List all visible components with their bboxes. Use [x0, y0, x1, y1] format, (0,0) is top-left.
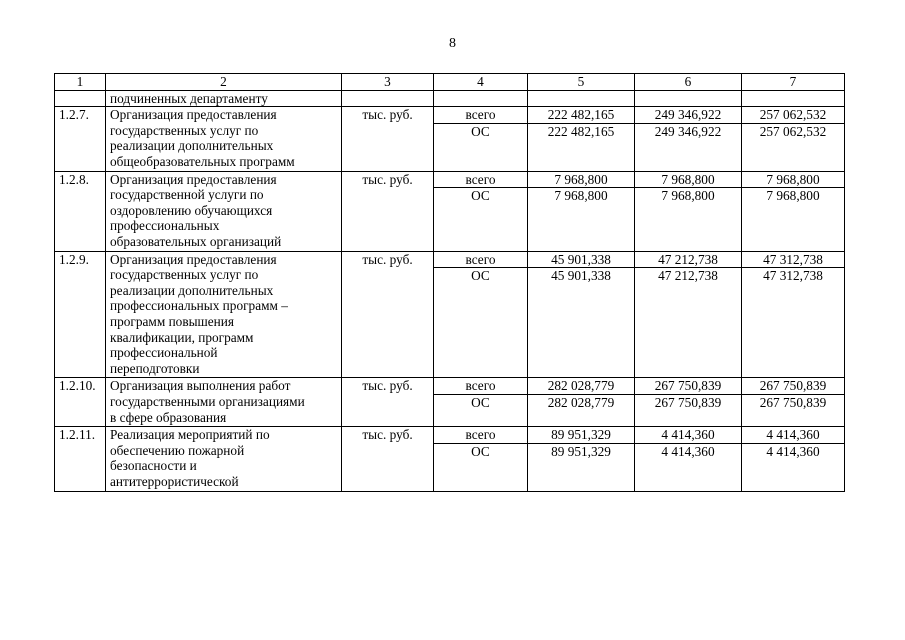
row-code: 1.2.9. — [55, 251, 106, 378]
subrow-label: всего — [434, 378, 528, 395]
subrow-label: ОС — [434, 123, 528, 171]
row-name-line: квалификации, программ — [110, 329, 254, 345]
continuation-row — [55, 90, 845, 107]
value-col6: 267 750,839 — [635, 378, 742, 395]
value-col7: 47 312,738 — [742, 268, 845, 378]
value-col6: 267 750,839 — [635, 394, 742, 426]
table-body — [55, 74, 845, 492]
row-unit: тыс. руб. — [342, 427, 434, 491]
unit-cell — [342, 90, 434, 107]
value-col5: 222 482,165 — [528, 107, 635, 124]
subrow-label: ОС — [434, 268, 528, 378]
value-col5: 282 028,779 — [528, 378, 635, 395]
table-row — [55, 378, 845, 395]
header-cell: 5 — [528, 74, 635, 91]
value-col7: 4 414,360 — [742, 427, 845, 444]
value-col5: 7 968,800 — [528, 171, 635, 188]
header-cell: 2 — [106, 74, 342, 91]
row-code: 1.2.10. — [55, 378, 106, 427]
row-unit: тыс. руб. — [342, 378, 434, 427]
row-name-line: оздоровлению обучающихся — [110, 202, 273, 218]
row-name-line: общеобразовательных программ — [110, 153, 295, 169]
value-col6: 249 346,922 — [635, 123, 742, 171]
value-col5: 45 901,338 — [528, 251, 635, 268]
header-cell: 7 — [742, 74, 845, 91]
row-name-line: реализации дополнительных — [110, 138, 274, 154]
row-name — [106, 251, 342, 378]
value-col7: 7 968,800 — [742, 171, 845, 188]
value-cell — [635, 90, 742, 107]
table-row — [55, 427, 845, 444]
value-col5: 89 951,329 — [528, 427, 635, 444]
row-name-line: реализации дополнительных — [110, 282, 274, 298]
row-name — [106, 427, 342, 491]
row-name-line: антитеррористической — [110, 473, 239, 489]
row-name — [106, 107, 342, 171]
value-col5: 282 028,779 — [528, 394, 635, 426]
header-cell: 1 — [55, 74, 106, 91]
value-col5: 7 968,800 — [528, 188, 635, 251]
subrow-label: всего — [434, 107, 528, 124]
code-cell — [55, 90, 106, 107]
row-name-line: профессиональной — [110, 345, 218, 361]
value-col6: 47 212,738 — [635, 251, 742, 268]
row-name-line: государственных услуг по — [110, 122, 259, 138]
value-col6: 7 968,800 — [635, 188, 742, 251]
value-col7: 47 312,738 — [742, 251, 845, 268]
value-col6: 47 212,738 — [635, 268, 742, 378]
header-row — [55, 74, 845, 91]
subrow-label: всего — [434, 171, 528, 188]
row-name — [106, 378, 342, 427]
value-col6: 4 414,360 — [635, 443, 742, 491]
row-name-line: Организация предоставления — [110, 171, 277, 187]
header-cell: 6 — [635, 74, 742, 91]
row-unit: тыс. руб. — [342, 107, 434, 171]
table-row — [55, 251, 845, 268]
row-code: 1.2.8. — [55, 171, 106, 251]
value-cell — [528, 90, 635, 107]
row-name-line: профессиональных — [110, 218, 220, 234]
row-name-line: Организация предоставления — [110, 107, 277, 123]
subrow-label: всего — [434, 427, 528, 444]
value-col6: 249 346,922 — [635, 107, 742, 124]
page-number: 8 — [449, 36, 456, 51]
header-cell: 3 — [342, 74, 434, 91]
value-cell — [742, 90, 845, 107]
value-col7: 267 750,839 — [742, 394, 845, 426]
value-col7: 267 750,839 — [742, 378, 845, 395]
value-col7: 257 062,532 — [742, 107, 845, 124]
value-col7: 4 414,360 — [742, 443, 845, 491]
row-name-line: профессиональных программ – — [110, 298, 288, 314]
row-name-line: государственными организациями — [110, 393, 305, 409]
continuation-text: подчиненных департаменту — [106, 90, 342, 107]
subrow-label: ОС — [434, 443, 528, 491]
row-unit: тыс. руб. — [342, 171, 434, 251]
row-name-line: переподготовки — [110, 360, 200, 376]
subrow-label: ОС — [434, 394, 528, 426]
row-unit: тыс. руб. — [342, 251, 434, 378]
value-col5: 222 482,165 — [528, 123, 635, 171]
row-name-line: государственной услуги по — [110, 187, 264, 203]
value-col5: 45 901,338 — [528, 268, 635, 378]
row-name-line: государственных услуг по — [110, 267, 259, 283]
row-code: 1.2.11. — [55, 427, 106, 491]
row-name-line: безопасности и — [110, 458, 197, 474]
table-row — [55, 171, 845, 188]
table-row — [55, 107, 845, 124]
label-cell — [434, 90, 528, 107]
value-col6: 4 414,360 — [635, 427, 742, 444]
row-code: 1.2.7. — [55, 107, 106, 171]
header-cell: 4 — [434, 74, 528, 91]
budget-table — [54, 73, 845, 492]
row-name-line: в сфере образования — [110, 409, 227, 425]
value-col7: 257 062,532 — [742, 123, 845, 171]
row-name-line: обеспечению пожарной — [110, 442, 245, 458]
row-name-line: Организация предоставления — [110, 251, 277, 267]
value-col7: 7 968,800 — [742, 188, 845, 251]
row-name-line: программ повышения — [110, 313, 235, 329]
row-name-line: образовательных организаций — [110, 233, 282, 249]
row-name-line: Реализация мероприятий по — [110, 427, 270, 443]
value-col5: 89 951,329 — [528, 443, 635, 491]
subrow-label: всего — [434, 251, 528, 268]
value-col6: 7 968,800 — [635, 171, 742, 188]
subrow-label: ОС — [434, 188, 528, 251]
row-name — [106, 171, 342, 251]
row-name-line: Организация выполнения работ — [110, 378, 291, 394]
